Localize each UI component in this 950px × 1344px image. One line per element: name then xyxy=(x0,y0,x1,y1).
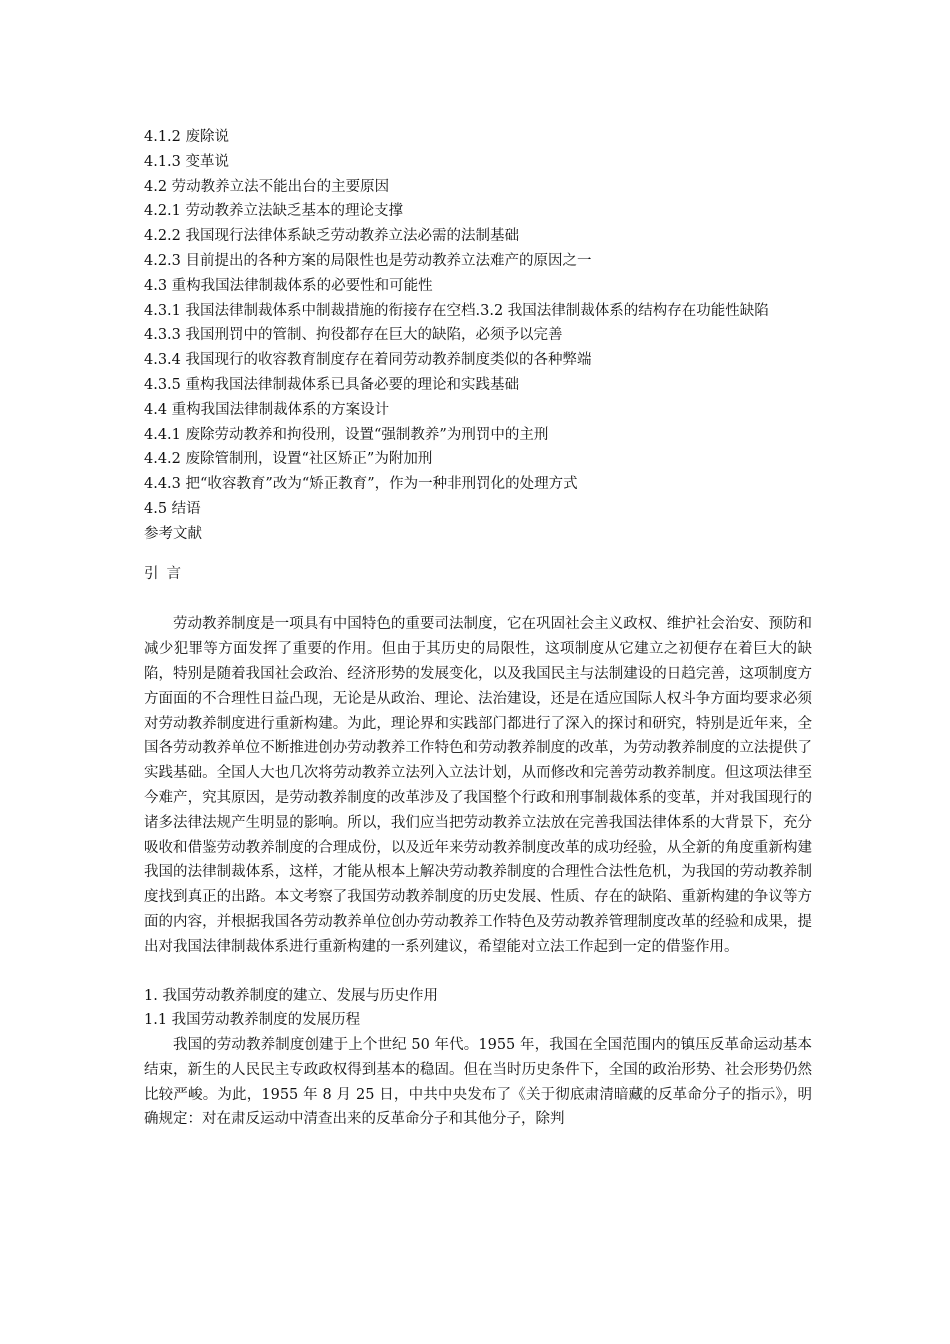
intro-heading: 引言 xyxy=(144,565,189,582)
toc-item: 4.3.5 重构我国法律制裁体系已具备必要的理论和实践基础 xyxy=(144,376,520,393)
toc-item: 4.4.3 把“收容教育”改为“矫正教育”，作为一种非刑罚化的处理方式 xyxy=(144,476,578,493)
section-1-heading: 1. 我国劳动教养制度的建立、发展与历史作用 xyxy=(144,987,438,1004)
section-1-1-heading: 1.1 我国劳动教养制度的发展历程 xyxy=(144,1012,361,1029)
toc-item: 4.3 重构我国法律制裁体系的必要性和可能性 xyxy=(144,277,433,294)
toc-item: 4.4.2 废除管制刑，设置“社区矫正”为附加刑 xyxy=(144,451,433,468)
section-1-1-paragraph: 我国的劳动教养制度创建于上个世纪 50 年代。1955 年，我国在全国范围内的镇压反革命运动基本结束，新生的人民民主专政政权得到基本的稳固。但在当时历史条件下，全国的政治形势、社会形势仍然比较严峻。为此，1955 年 8 月 25 日，中共中央发布了《关于彻底肃清暗藏的反革命分子的指示》，明确规定：对在肃反运动中清查出来的反革命分子和其他分子，除判 xyxy=(144,1037,812,1128)
toc-item: 4.3.3 我国刑罚中的管制、拘役都存在巨大的缺陷，必须予以完善 xyxy=(144,327,563,344)
intro-paragraph: 劳动教养制度是一项具有中国特色的重要司法制度，它在巩固社会主义政权、维护社会治安、预防和减少犯罪等方面发挥了重要的作用。但由于其历史的局限性，这项制度从它建立之初便存在着巨大的缺陷，特别是随着我国社会政治、经济形势的发展变化，以及我国民主与法制建设的日趋完善，这项制度方方面面的不合理性日益凸现，无论是从政治、理论、法治建设，还是在适应国际人权斗争方面均要求必须对劳动教养制度进行重新构建。为此，理论界和实践部门都进行了深入的探讨和研究，特别是近年来，全国各劳动教养单位不断推进创办劳动教养工作特色和劳动教养制度的改革，为劳动教养制度的立法提供了实践基础。全国人大也几次将劳动教养立法列入立法计划，从而修改和完善劳动教养制度。但这项法律至今难产，究其原因，是劳动教养制度的改革涉及了我国整个行政和刑事制裁体系的变革，并对我国现行的诸多法律法规产生明显的影响。所以，我们应当把劳动教养立法放在完善我国法律体系的大背景下，充分吸收和借鉴劳动教养制度的合理成份，以及近年来劳动教养制度改革的成功经验，从全新的角度重新构建我国的法律制裁体系，这样，才能从根本上解决劳动教养制度的合理性合法性危机，为我国的劳动教养制度找到真正的出路。本文考察了我国劳动教养制度的历史发展、性质、存在的缺陷、重新构建的争议等方面的内容，并根据我国各劳动教养单位创办劳动教养工作特色及劳动教养管理制度改革的经验和成果，提出对我国法律制裁体系进行重新构建的一系列建议，希望能对立法工作起到一定的借鉴作用。 xyxy=(144,616,812,955)
toc-item: 4.1.3 变革说 xyxy=(144,153,230,170)
document-page xyxy=(144,125,812,1132)
toc-item: 4.3.1 我国法律制裁体系中制裁措施的衔接存在空档.3.2 我国法律制裁体系的结构存在功能性缺陷 xyxy=(144,302,769,319)
toc-references: 参考文献 xyxy=(144,525,202,542)
toc-item: 4.2.3 目前提出的各种方案的局限性也是劳动教养立法难产的原因之一 xyxy=(144,252,592,269)
toc-item: 4.4.1 废除劳动教养和拘役刑，设置“强制教养”为刑罚中的主刑 xyxy=(144,426,549,443)
toc-item: 4.5 结语 xyxy=(144,500,201,517)
toc-item: 4.1.2 废除说 xyxy=(144,129,230,145)
toc-item: 4.2.1 劳动教养立法缺乏基本的理论支撑 xyxy=(144,203,404,220)
toc-item: 4.2 劳动教养立法不能出台的主要原因 xyxy=(144,178,390,195)
toc-item: 4.4 重构我国法律制裁体系的方案设计 xyxy=(144,401,390,418)
toc-item: 4.2.2 我国现行法律体系缺乏劳动教养立法必需的法制基础 xyxy=(144,228,520,245)
toc-item: 4.3.4 我国现行的收容教育制度存在着同劳动教养制度类似的各种弊端 xyxy=(144,352,592,369)
